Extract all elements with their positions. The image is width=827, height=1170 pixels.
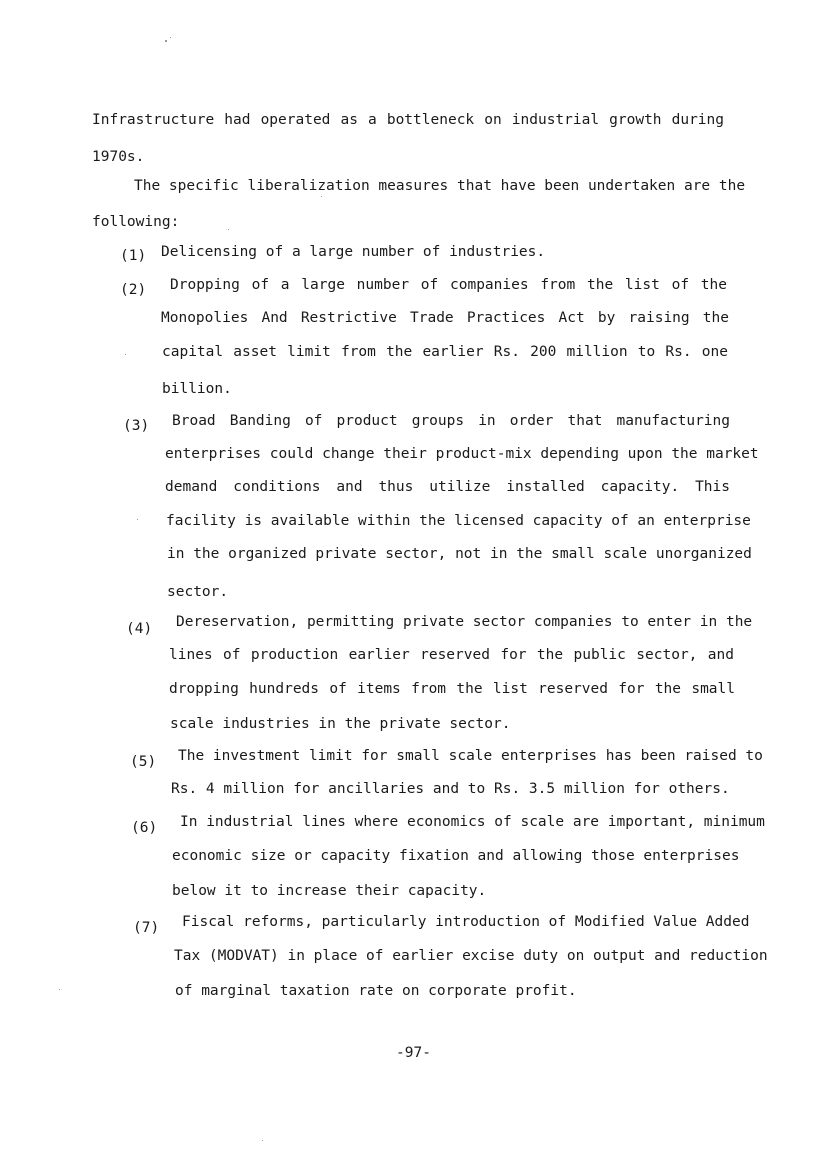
list-item-line: dropping hundreds of items from the list reserved for the small: [169, 681, 735, 697]
list-item-number: (6): [131, 820, 158, 836]
list-item-line: Dereservation, permitting private sector companies to enter in the: [176, 614, 753, 630]
scan-speck: [125, 354, 126, 355]
lead-line-1: The specific liberalization measures that have been undertaken are the: [134, 178, 746, 194]
list-item-line: of marginal taxation rate on corporate profit.: [175, 983, 577, 999]
intro-line-2: 1970s.: [92, 149, 145, 165]
scan-speck: [262, 1140, 263, 1141]
list-item-line: sector.: [167, 584, 229, 600]
scan-speck: [137, 519, 138, 520]
list-item-line: capital asset limit from the earlier Rs. 200 million to Rs. one: [162, 344, 728, 360]
scan-speck: [59, 989, 60, 990]
list-item-number: (7): [133, 920, 160, 936]
intro-line-1: Infrastructure had operated as a bottleneck on industrial growth during: [92, 112, 724, 128]
list-item-line: Broad Banding of product groups in order that manufacturing: [172, 413, 730, 429]
list-item-line: in the organized private sector, not in the small scale unorganized: [167, 546, 752, 562]
lead-line-2: following:: [92, 214, 180, 230]
list-item-number: (3): [123, 418, 150, 434]
list-item-line: The investment limit for small scale enterprises has been raised to: [178, 748, 763, 764]
list-item-line: Fiscal reforms, particularly introduction of Modified Value Added: [182, 914, 750, 930]
scan-speck: [170, 37, 171, 38]
list-item-number: (5): [130, 754, 157, 770]
list-item-number: (2): [120, 282, 147, 298]
list-item-line: Tax (MODVAT) in place of earlier excise duty on output and reduction: [174, 948, 768, 964]
list-item-number: (1): [120, 248, 147, 264]
list-item-line: billion.: [162, 381, 232, 397]
list-item-number: (4): [126, 621, 153, 637]
list-item-line: below it to increase their capacity.: [172, 883, 487, 899]
list-item-line: facility is available within the licensed capacity of an enterprise: [166, 513, 751, 529]
scan-speck: [228, 229, 229, 230]
scan-speck: [165, 40, 167, 42]
list-item-line: In industrial lines where economics of scale are important, minimum: [180, 814, 765, 830]
list-item-line: economic size or capacity fixation and allowing those enterprises: [172, 848, 740, 864]
list-item-line: lines of production earlier reserved for the public sector, and: [169, 647, 734, 663]
list-item-line: enterprises could change their product-mix depending upon the market: [165, 446, 759, 462]
page-number: -97-: [396, 1045, 431, 1061]
scan-speck: [321, 196, 322, 197]
list-item-line: Rs. 4 million for ancillaries and to Rs. 3.5 million for others.: [171, 781, 730, 797]
list-item-line: demand conditions and thus utilize installed capacity. This: [165, 479, 730, 495]
list-item-line: Dropping of a large number of companies from the list of the: [170, 277, 727, 293]
list-item-line: Monopolies And Restrictive Trade Practices Act by raising the: [161, 310, 729, 326]
list-item-line: scale industries in the private sector.: [170, 716, 511, 732]
list-item-line: Delicensing of a large number of industries.: [161, 244, 546, 260]
